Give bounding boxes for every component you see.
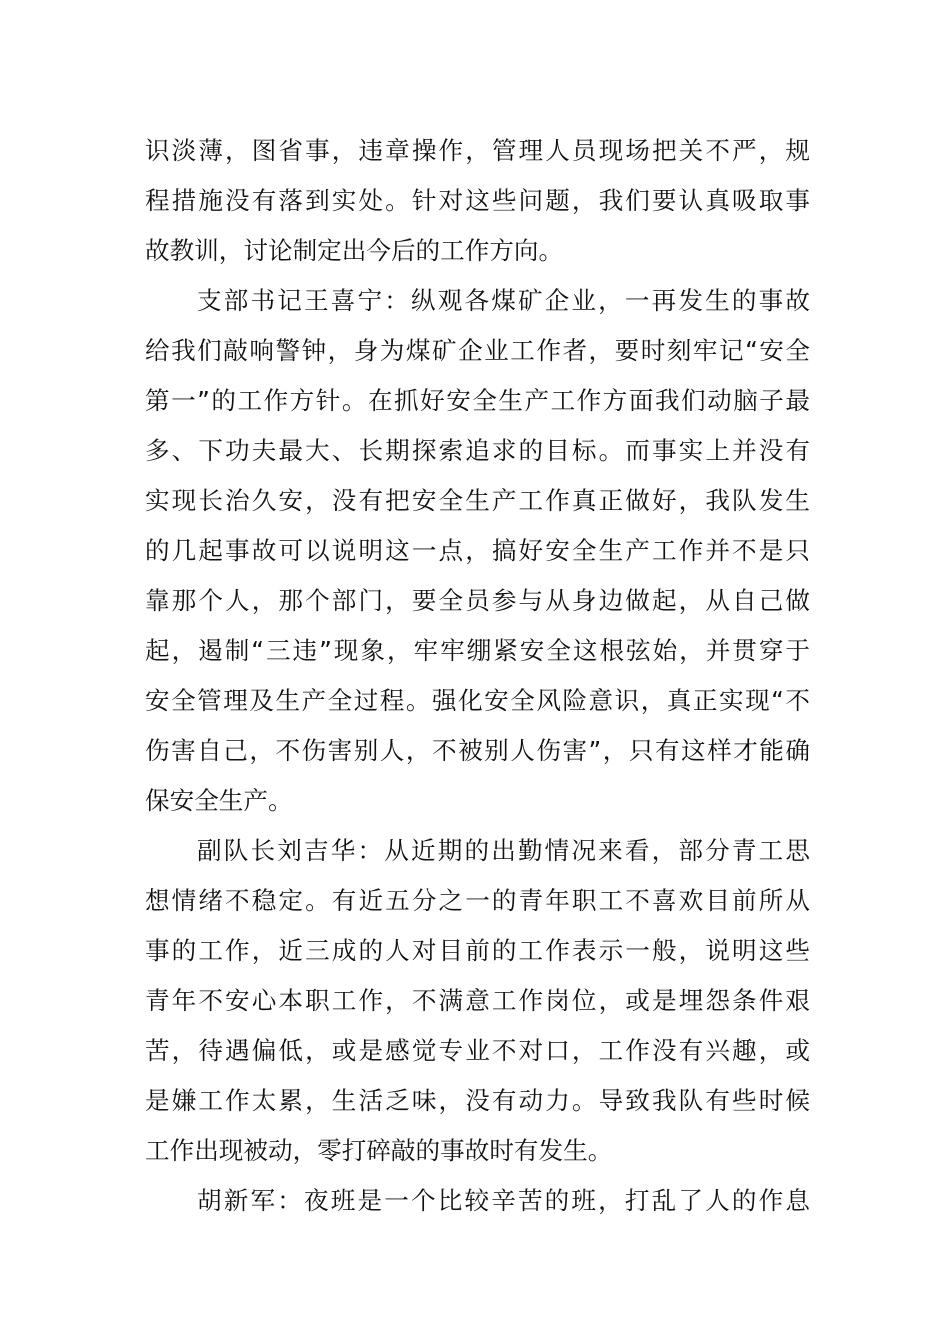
text-line: 事的工作，近三成的人对目前的工作表示一般，说明这些	[145, 936, 810, 965]
text-line: 故教训，讨论制定出今后的工作方向。	[145, 236, 564, 265]
text-line: 安全管理及生产全过程。强化安全风险意识，真正实现“不	[145, 686, 810, 715]
text-line: 苦，待遇偏低，或是感觉专业不对口，工作没有兴趣，或	[145, 1036, 810, 1065]
text-line: 想情绪不稳定。有近五分之一的青年职工不喜欢目前所从	[145, 886, 810, 915]
text-line: 的几起事故可以说明这一点，搞好安全生产工作并不是只	[145, 536, 810, 565]
text-line: 第一”的工作方针。在抓好安全生产工作方面我们动脑子最	[145, 386, 810, 415]
paragraph-start-line: 副队长刘吉华：从近期的出勤情况来看，部分青工思	[197, 836, 810, 865]
paragraph-start-line: 支部书记王喜宁：纵观各煤矿企业，一再发生的事故	[197, 286, 810, 315]
text-line: 青年不安心本职工作，不满意工作岗位，或是埋怨条件艰	[145, 986, 810, 1015]
text-line: 实现长治久安，没有把安全生产工作真正做好，我队发生	[145, 486, 810, 515]
text-line: 保安全生产。	[145, 786, 293, 815]
text-line: 程措施没有落到实处。针对这些问题，我们要认真吸取事	[145, 186, 810, 215]
paragraph-start-line: 胡新军：夜班是一个比较辛苦的班，打乱了人的作息	[197, 1186, 810, 1215]
text-line: 工作出现被动，零打碎敲的事故时有发生。	[145, 1136, 613, 1165]
text-line: 识淡薄，图省事，违章操作，管理人员现场把关不严，规	[145, 136, 810, 165]
text-line: 伤害自己，不伤害别人，不被别人伤害”，只有这样才能确	[145, 736, 810, 765]
text-line: 靠那个人，那个部门，要全员参与从身边做起，从自己做	[145, 586, 810, 615]
text-line: 是嫌工作太累，生活乏味，没有动力。导致我队有些时候	[145, 1086, 810, 1115]
text-line: 多、下功夫最大、长期探索追求的目标。而事实上并没有	[145, 436, 810, 465]
document-body	[145, 126, 810, 1226]
text-line: 给我们敲响警钟，身为煤矿企业工作者，要时刻牢记“安全	[145, 336, 810, 365]
text-line: 起，遏制“三违”现象，牢牢绷紧安全这根弦始，并贯穿于	[145, 636, 810, 665]
